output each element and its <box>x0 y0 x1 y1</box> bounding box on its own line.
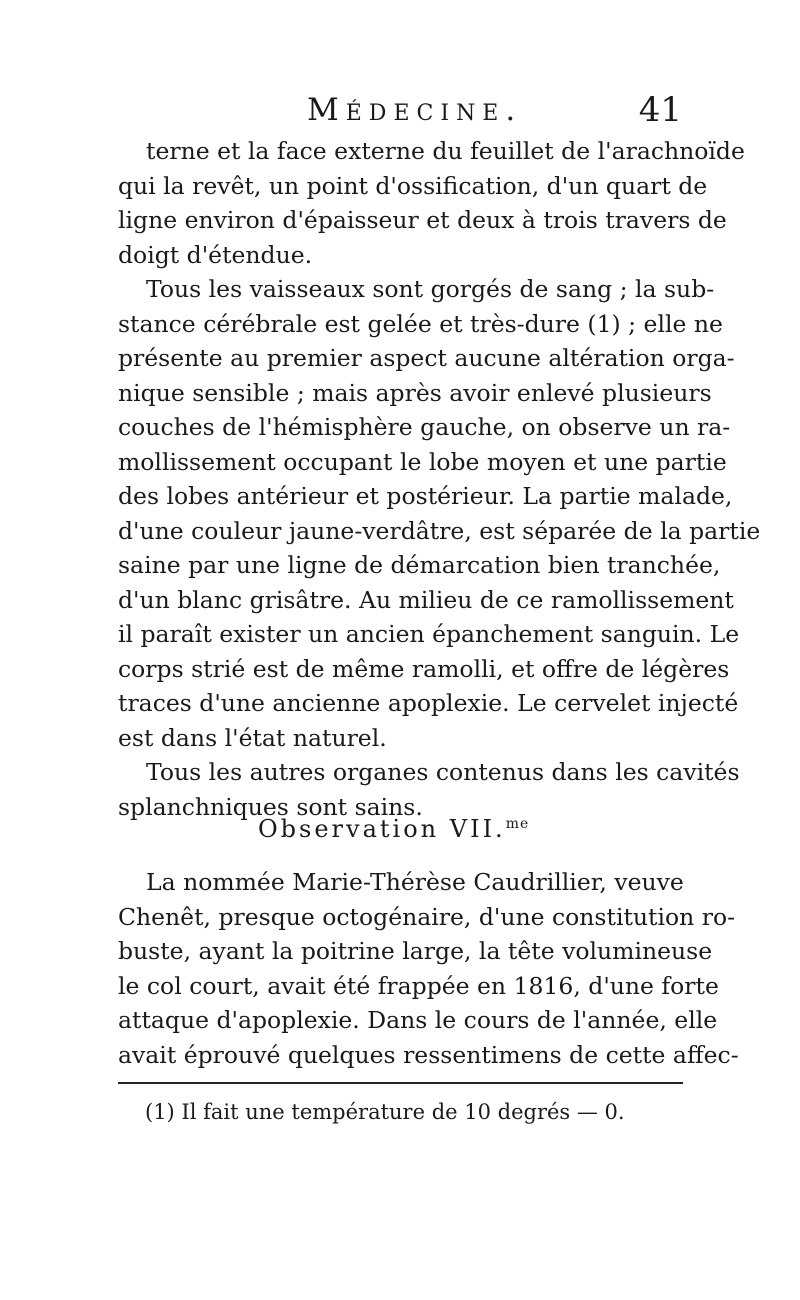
text-line: Tous les vaisseaux sont gorgés de sang ; la sub- <box>146 275 715 303</box>
text-line: buste, ayant la poitrine large, la tête volumineuse <box>118 937 713 965</box>
text-line: qui la revêt, un point d'ossification, d'un quart de <box>118 171 708 200</box>
text-line: doigt d'étendue. <box>118 240 313 269</box>
text-line: nique sensible ; mais après avoir enlevé plusieurs <box>118 378 712 407</box>
running-head <box>112 92 682 136</box>
text-line: couches de l'hémisphère gauche, on observe un ra- <box>118 413 731 441</box>
text-line: d'un blanc grisâtre. Au milieu de ce ramollissement <box>118 585 734 614</box>
paragraph <box>118 272 761 755</box>
text-line: splanchniques sont sains. <box>118 792 423 821</box>
section-heading <box>258 815 529 843</box>
text-line: il paraît exister un ancien épanchement sanguin. Le <box>118 620 740 648</box>
text-line: attaque d'apoplexie. Dans le cours de l'année, elle <box>118 1006 718 1034</box>
text-line: est dans l'état naturel. <box>118 723 387 752</box>
text-line: le col court, avait été frappée en 1816, d'une forte <box>118 971 719 1000</box>
paragraph <box>118 865 739 1072</box>
text-line: mollissement occupant le lobe moyen et une partie <box>118 447 727 476</box>
section-heading-text: Observation VII. <box>258 815 506 843</box>
text-line: terne et la face externe du feuillet de l'arachnoïde <box>146 137 745 165</box>
paragraph <box>118 134 745 272</box>
footnote-rule <box>118 1082 683 1084</box>
section-heading-superscript: me <box>505 816 530 832</box>
text-line: stance cérébrale est gelée et très-dure (1) ; elle ne <box>118 309 723 338</box>
text-line: Tous les autres organes contenus dans les cavités <box>146 758 740 786</box>
text-line: traces d'une ancienne apoplexie. Le cervelet injecté <box>118 689 739 717</box>
text-line: ligne environ d'épaisseur et deux à trois travers de <box>118 206 727 234</box>
body-text-bottom <box>118 865 739 1072</box>
text-line: saine par une ligne de démarcation bien tranchée, <box>118 551 721 579</box>
text-line: Chenêt, presque octogénaire, d'une constitution ro- <box>118 902 736 931</box>
paragraph <box>118 755 740 824</box>
running-title: Médecine. <box>307 92 523 128</box>
footnote: (1) Il fait une température de 10 degrés — 0. <box>145 1100 625 1124</box>
text-line: avait éprouvé quelques ressentimens de cette affec- <box>118 1040 739 1069</box>
page-number: 41 <box>638 90 682 130</box>
body-text-top <box>118 134 761 824</box>
text-line: des lobes antérieur et postérieur. La partie malade, <box>118 482 733 510</box>
text-line: corps strié est de même ramolli, et offre de légères <box>118 654 730 683</box>
text-line: présente au premier aspect aucune altération orga- <box>118 344 735 372</box>
text-line: d'une couleur jaune-verdâtre, est séparée de la partie <box>118 516 761 545</box>
text-line: La nommée Marie-Thérèse Caudrillier, veuve <box>146 868 684 896</box>
